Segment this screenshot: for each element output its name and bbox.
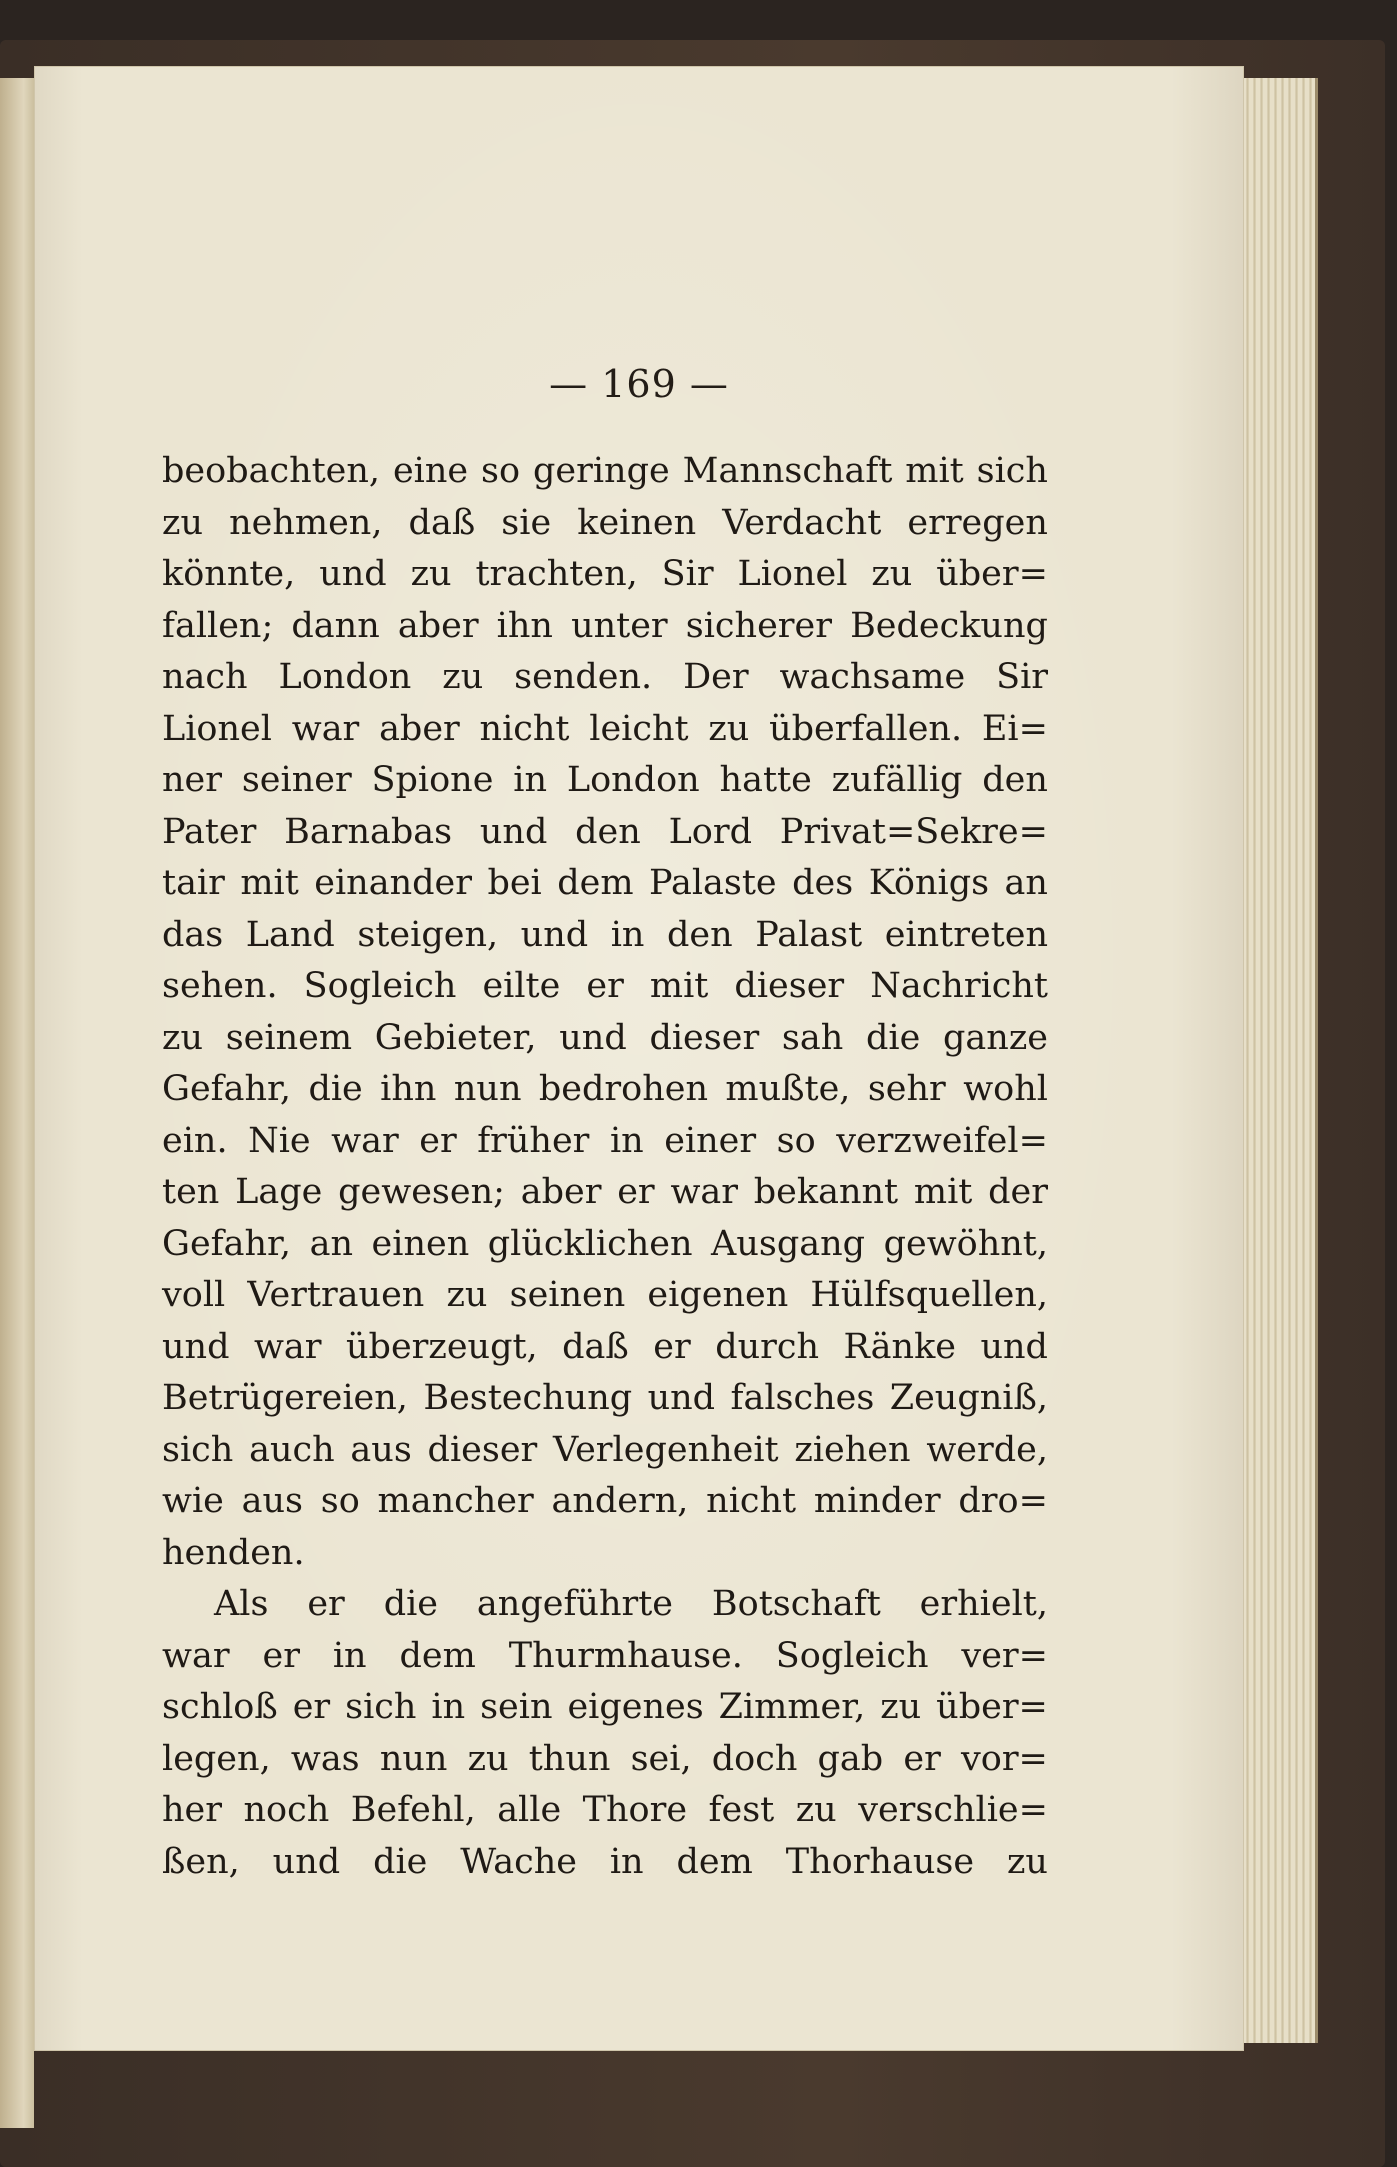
word: an <box>1004 863 1048 903</box>
word: doch <box>711 1738 798 1779</box>
text-line <box>162 807 1048 859</box>
word: ihn <box>380 1069 437 1109</box>
word: dem <box>557 863 634 903</box>
text-line <box>162 1373 1048 1425</box>
word: er <box>307 1584 345 1624</box>
word: sehr <box>867 1069 946 1109</box>
word: Nie <box>248 1120 311 1161</box>
text-line <box>162 704 1048 756</box>
word: mit <box>649 966 709 1006</box>
word: sich <box>976 451 1048 491</box>
word: das <box>162 914 224 955</box>
word: auch <box>249 1429 335 1470</box>
word: Lord <box>668 811 753 852</box>
word: keinen <box>577 502 697 543</box>
word: so <box>320 1481 360 1521</box>
word: Der <box>683 657 749 697</box>
text-line <box>162 1064 1048 1116</box>
word: London <box>278 657 412 697</box>
word: Nachricht <box>870 966 1048 1006</box>
word: ihn <box>496 605 553 646</box>
word: Privat=Sekre= <box>779 811 1048 852</box>
word: den <box>575 811 641 852</box>
word: nach <box>162 657 248 697</box>
word: einen <box>371 1223 470 1264</box>
word: ein. <box>162 1120 228 1161</box>
word: henden. <box>162 1532 305 1573</box>
word: und <box>559 1017 627 1058</box>
word: aber <box>397 605 479 646</box>
word: Sogleich <box>303 966 457 1006</box>
word: sich <box>345 1687 417 1727</box>
word: sein <box>480 1687 553 1727</box>
word: Spione <box>371 760 494 800</box>
word: minder <box>813 1481 941 1521</box>
word: trachten, <box>475 554 638 594</box>
text-line <box>162 1734 1048 1786</box>
word: verzweifel= <box>836 1120 1048 1161</box>
word: ganze <box>943 1017 1048 1058</box>
word: Sogleich <box>775 1635 929 1676</box>
word: daß <box>408 502 476 543</box>
word: die <box>865 1017 921 1058</box>
word: mit <box>913 1172 973 1212</box>
word: dem <box>399 1635 476 1676</box>
word: zu <box>410 554 452 594</box>
word: erhielt, <box>919 1584 1048 1624</box>
word: London <box>566 760 700 800</box>
word: zu <box>442 657 484 697</box>
word: die <box>308 1069 363 1109</box>
word: falsches <box>730 1378 875 1418</box>
word: war <box>331 1120 399 1161</box>
text-line <box>162 1682 1048 1734</box>
text-line <box>162 1528 1048 1580</box>
word: war <box>162 1635 230 1676</box>
word: thun <box>528 1738 611 1779</box>
word: verschlie= <box>858 1790 1048 1830</box>
word: in <box>610 914 645 955</box>
word: Land <box>245 914 335 955</box>
word: und <box>980 1326 1048 1367</box>
word: an <box>309 1223 353 1264</box>
word: bei <box>487 863 542 903</box>
page-number-header: — 169 — <box>549 362 729 406</box>
word: Gebieter, <box>374 1017 537 1058</box>
word: nun <box>453 1069 522 1109</box>
word: Mannschaft <box>682 451 893 491</box>
word: senden. <box>514 657 653 697</box>
word: in <box>609 1120 644 1161</box>
word: schloß <box>162 1687 278 1727</box>
word: her <box>162 1790 222 1830</box>
word: dann <box>291 605 380 646</box>
word: dieser <box>649 1017 760 1058</box>
word: Hülfsquellen, <box>810 1275 1048 1315</box>
word: und <box>319 554 387 594</box>
word: noch <box>243 1790 330 1830</box>
word: steigen, <box>357 914 499 955</box>
text-line <box>162 1425 1048 1477</box>
word: mußte, <box>725 1069 851 1109</box>
word: eigenen <box>647 1275 789 1315</box>
word: vor= <box>960 1738 1048 1779</box>
word: Bestechung <box>423 1378 633 1418</box>
text-line <box>162 1837 1048 1889</box>
word: Als <box>214 1584 269 1624</box>
word: zufällig <box>831 760 963 800</box>
word: dem <box>676 1841 753 1882</box>
book-page <box>34 66 1244 2051</box>
word: zu <box>708 708 750 749</box>
word: die <box>373 1841 428 1882</box>
text-line <box>162 858 1048 910</box>
word: beobachten, <box>162 451 381 491</box>
text-line <box>162 1476 1048 1528</box>
word: bekannt <box>753 1172 899 1212</box>
text-line <box>162 755 1048 807</box>
word: zu <box>880 1687 922 1727</box>
text-line <box>162 1219 1048 1271</box>
word: bedrohen <box>538 1069 709 1109</box>
word: sah <box>781 1017 844 1058</box>
word: die <box>383 1584 439 1624</box>
word: Lionel <box>162 708 272 749</box>
word: durch <box>715 1326 820 1367</box>
text-line <box>162 652 1048 704</box>
word: Ränke <box>843 1326 956 1367</box>
word: sicherer <box>685 605 832 646</box>
word: Betrügereien, <box>162 1378 408 1418</box>
text-line <box>162 498 1048 550</box>
text-line <box>162 549 1048 601</box>
word: mit <box>240 863 299 903</box>
word: zu <box>795 1790 837 1830</box>
word: Ausgang <box>711 1223 866 1264</box>
word: leicht <box>589 708 689 749</box>
text-line <box>162 961 1048 1013</box>
word: andern, <box>551 1481 689 1521</box>
word: Botschaft <box>711 1584 881 1624</box>
word: seinem <box>225 1017 353 1058</box>
word: eintreten <box>884 914 1048 955</box>
word: war <box>253 1326 322 1367</box>
word: Verdacht <box>722 502 882 543</box>
text-line <box>162 1579 1048 1631</box>
word: er <box>903 1738 941 1779</box>
word: Barnabas <box>284 811 453 852</box>
word: Gefahr, <box>162 1223 292 1264</box>
word: eilte <box>482 966 561 1006</box>
text-line <box>162 446 1048 498</box>
word: mit <box>905 451 964 491</box>
word: so <box>776 1120 816 1161</box>
page-stack-edges <box>1235 78 1318 2043</box>
word: er <box>292 1687 331 1727</box>
word: Ei= <box>981 708 1048 749</box>
word: erregen <box>907 502 1048 543</box>
word: was <box>290 1738 360 1779</box>
word: sie <box>501 502 552 543</box>
word: nun <box>379 1738 448 1779</box>
word: geringe <box>533 451 670 491</box>
word: er <box>419 1120 457 1161</box>
word: ner <box>162 760 222 800</box>
word: so <box>481 451 521 491</box>
word: in <box>431 1687 466 1727</box>
word: überfallen. <box>769 708 963 749</box>
word: Palast <box>755 914 863 955</box>
word: fallen; <box>162 605 274 646</box>
word: gab <box>817 1738 884 1779</box>
word: Sir <box>996 657 1048 697</box>
word: voll <box>162 1275 226 1315</box>
word: fest <box>708 1790 775 1830</box>
word: Bedeckung <box>850 605 1048 646</box>
text-line <box>162 910 1048 962</box>
word: der <box>988 1172 1048 1212</box>
text-line <box>162 1631 1048 1683</box>
word: Vertrauen <box>247 1275 425 1315</box>
text-line <box>162 601 1048 653</box>
word: zu <box>162 1017 203 1058</box>
word: unter <box>571 605 668 646</box>
body-text <box>162 446 1048 1888</box>
word: Königs <box>868 863 990 903</box>
word: den <box>982 760 1048 800</box>
word: sich <box>162 1429 234 1470</box>
word: über= <box>936 554 1048 594</box>
word: glücklichen <box>487 1223 693 1264</box>
word: über= <box>936 1687 1048 1727</box>
text-line <box>162 1322 1048 1374</box>
word: er <box>262 1635 300 1676</box>
word: eigenes <box>567 1687 704 1727</box>
word: Pater <box>162 811 257 852</box>
word: ver= <box>961 1635 1048 1676</box>
word: Gefahr, <box>162 1069 292 1109</box>
word: in <box>609 1841 644 1882</box>
word: er <box>653 1326 691 1367</box>
word: und <box>647 1378 716 1418</box>
word: Verlegenheit <box>553 1429 779 1470</box>
word: zu <box>162 502 203 543</box>
word: und <box>272 1841 341 1882</box>
word: könnte, <box>162 554 296 594</box>
word: Palaste <box>649 863 777 903</box>
word: Lionel <box>737 554 848 594</box>
word: Thurmhause. <box>508 1635 743 1676</box>
word: dro= <box>958 1481 1048 1521</box>
word: ziehen <box>794 1429 911 1470</box>
word: nicht <box>479 708 570 749</box>
word: überzeugt, <box>346 1326 538 1367</box>
word: dieser <box>734 966 845 1006</box>
word: aus <box>241 1481 303 1521</box>
word: und <box>520 914 589 955</box>
text-line <box>162 1167 1048 1219</box>
word: Zimmer, <box>718 1687 866 1727</box>
word: dieser <box>427 1429 538 1470</box>
word: aus <box>350 1429 412 1470</box>
word: zu <box>446 1275 488 1315</box>
word: gewöhnt, <box>883 1223 1048 1264</box>
word: Thore <box>582 1790 688 1830</box>
word: früher <box>477 1120 590 1161</box>
word: in <box>332 1635 367 1676</box>
word: in <box>513 760 547 800</box>
word: zu <box>1006 1841 1048 1882</box>
text-line <box>162 1013 1048 1065</box>
word: Befehl, <box>350 1790 476 1830</box>
word: tair <box>162 863 225 903</box>
word: war <box>670 1172 738 1212</box>
word: ten <box>162 1172 220 1212</box>
word: angeführte <box>476 1584 673 1624</box>
word: seinen <box>509 1275 626 1315</box>
word: ßen, <box>162 1841 240 1882</box>
word: alle <box>497 1790 562 1830</box>
text-line <box>162 1116 1048 1168</box>
word: Lage <box>235 1172 323 1212</box>
word: werde, <box>926 1429 1048 1470</box>
word: nehmen, <box>229 502 383 543</box>
word: legen, <box>162 1738 271 1779</box>
previous-page-edge <box>0 78 34 2128</box>
word: aber <box>379 708 460 749</box>
word: daß <box>562 1326 629 1367</box>
text-line <box>162 1785 1048 1837</box>
word: und <box>162 1326 230 1367</box>
word: seiner <box>241 760 352 800</box>
word: er <box>617 1172 655 1212</box>
word: gewesen; <box>338 1172 505 1212</box>
word: eine <box>392 451 469 491</box>
word: des <box>792 863 854 903</box>
word: Thorhause <box>785 1841 975 1882</box>
word: hatte <box>719 760 812 800</box>
word: Wache <box>460 1841 577 1882</box>
word: Zeugniß, <box>889 1378 1048 1418</box>
word: zu <box>467 1738 509 1779</box>
word: zu <box>871 554 913 594</box>
word: einander <box>314 863 472 903</box>
word: sei, <box>630 1738 692 1779</box>
word: er <box>586 966 624 1006</box>
word: wohl <box>963 1069 1048 1109</box>
word: aber <box>520 1172 602 1212</box>
word: und <box>479 811 548 852</box>
word: einer <box>664 1120 757 1161</box>
word: sehen. <box>162 966 278 1006</box>
word: Sir <box>661 554 714 594</box>
word: wie <box>162 1481 224 1521</box>
text-line <box>162 1270 1048 1322</box>
word: den <box>667 914 733 955</box>
word: war <box>291 708 360 749</box>
word: wachsame <box>779 657 966 697</box>
word: mancher <box>377 1481 534 1521</box>
word: nicht <box>706 1481 797 1521</box>
